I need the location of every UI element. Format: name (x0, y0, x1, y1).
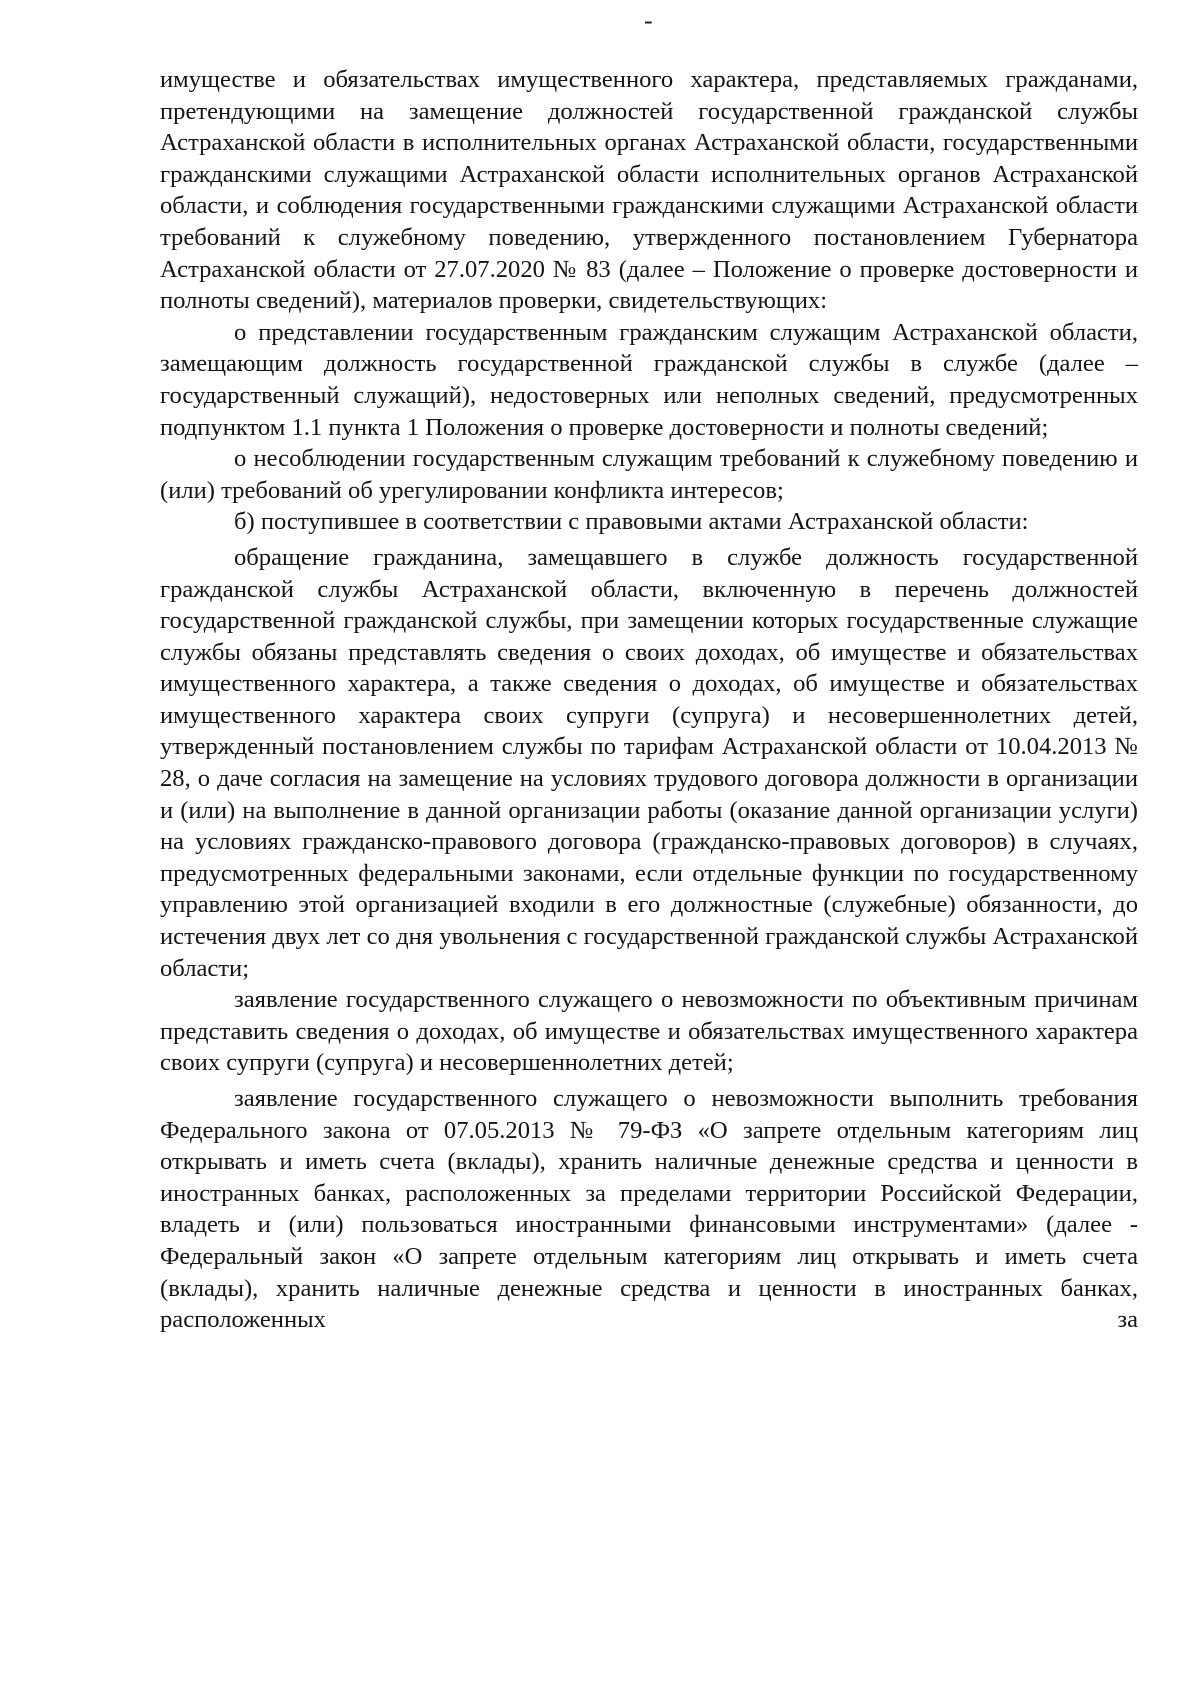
paragraph-statement-impossibility-income: заявление государственного служащего о невозможности по объективным причинам представить сведения о доходах, об имуществе и обязательствах имущественного характера своих супруги (супруга) и несовершеннолетних детей; (160, 986, 1138, 1077)
paragraph-conduct-violation: о несоблюдении государственным служащим требований к служебному поведению и (или) требований об урегулировании конфликта интересов; (160, 445, 1138, 504)
paragraph-intro-continuation: имуществе и обязательствах имущественного характера, представляемых гражданами, претендующими на замещение должностей государственной гражданской службы Астраханской области в исполнительных органах Астраханской области, государственными гражданскими служащими Астраханской области исполнительных органов Астраханской области, и соблюдения государственными гражданскими служащими Астраханской области требований к служебному поведению, утвержденного постановлением Губернатора Астраханской области от 27.07.2020 № 83 (далее – Положение о проверке достоверности и полноты сведений), материалов проверки, свидетельствующих: (160, 66, 1138, 315)
document-body (160, 64, 1138, 1336)
paragraph-item-b: б) поступившее в соответствии с правовыми актами Астраханской области: (234, 508, 1029, 536)
page-number-mark: - (644, 6, 653, 35)
paragraph-citizen-appeal: обращение гражданина, замещавшего в службе должность государственной гражданской службы Астраханской области, включенную в перечень должностей государственной гражданской службы, при замещении которых государственные служащие службы обязаны представлять сведения о своих доходах, об имуществе и обязательствах имущественного характера, а также сведения о доходах, об имуществе и обязательствах имущественного характера своих супруги (супруга) и несовершеннолетних детей, утвержденный постановлением службы по тарифам Астраханской области от 10.04.2013 № 28, о даче согласия на замещение на условиях трудового договора должности в организации и (или) на выполнение в данной организации работы (оказание данной организации услуги) на условиях гражданско-правового договора (гражданско-правовых договоров) в случаях, предусмотренных федеральными законами, если отдельные функции по государственному управлению этой организацией входили в его должностные (служебные) обязанности, до истечения двух лет со дня увольнения с государственной гражданской службы Астраханской области; (160, 543, 1138, 982)
paragraph-false-information: о представлении государственным гражданским служащим Астраханской области, замещающим должность государственной гражданской службы в службе (далее – государственный служащий), недостоверных или неполных сведений, предусмотренных подпунктом 1.1 пункта 1 Положения о проверке достоверности и полноты сведений; (160, 318, 1138, 441)
paragraph-statement-impossibility-law: заявление государственного служащего о невозможности выполнить требования Федерального закона от 07.05.2013 № 79-ФЗ «О запрете отдельным категориям лиц открывать и иметь счета (вклады), хранить наличные денежные средства и ценности в иностранных банках, расположенных за пределами территории Российской Федерации, владеть и (или) пользоваться иностранными финансовыми инструментами» (далее - Федеральный закон «О запрете отдельным категориям лиц открывать и иметь счета (вклады), хранить наличные денежные средства и ценности в иностранных банках, расположенных за (160, 1085, 1138, 1334)
